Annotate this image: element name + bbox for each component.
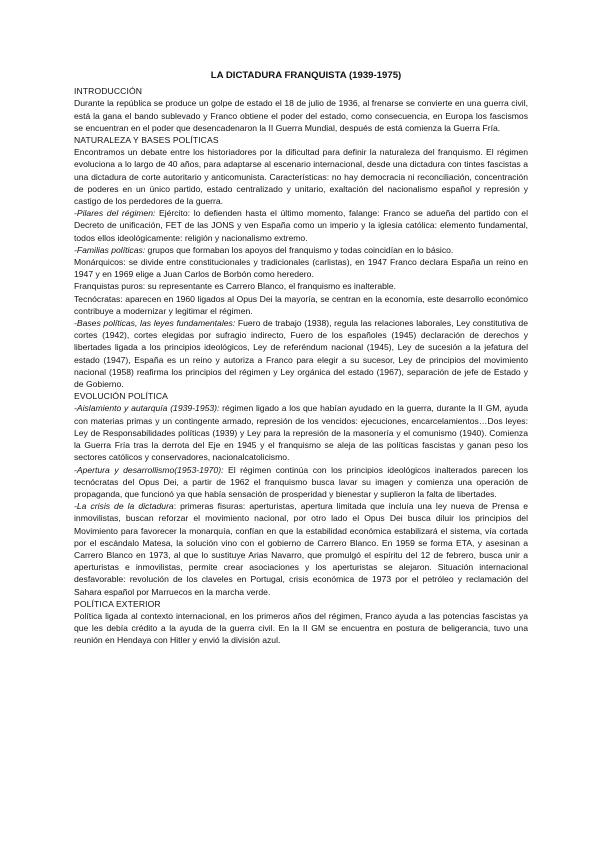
document-title: LA DICTADURA FRANQUISTA (1939-1975) — [210, 70, 402, 81]
paragraph-lead: -Aislamiento y autarquía (1939-1953): — [74, 403, 220, 414]
paragraph-bases — [74, 317, 528, 390]
paragraph: Encontramos un debate entre los historiadores por la dificultad para definir la naturaleza del franquismo. El régimen evoluciona a lo largo de 40 años, para adaptarse al escenario internacional, desde una dictadura con tintes fascistas a una dictadura de corte autoritario y anticomunista. Características: no hay democracia ni reconciliación, concentración de poderes en un único partido, estado centralizado y unitario, exaltación del nacionalismo español y represión y castigo de los perdedores de la guerra. — [74, 147, 528, 207]
paragraph-body: El régimen continúa con los principios ideológicos inalterados parecen los tecnócratas del Opus Dei, a partir de 1962 el franquismo busca lavar su imagen y comienza una operación de propaganda, que funcionó ya que había sensación de prosperidad y bienestar y suplieron la falta de libertades. — [74, 464, 528, 499]
paragraph: Política ligada al contexto internacional, en los primeros años del régimen, Franco ayuda a las potencias fascistas ya que les debía crédito a la ayuda de la guerra civil. En la II GM se encuentra en postura de beligerancia, tuvo una reunión en Hendaya con Hitler y envió la división azul. — [74, 610, 528, 646]
paragraph-apertura — [74, 464, 528, 501]
paragraph-lead: -Apertura y desarrollismo(1953-1970): — [74, 464, 224, 475]
section-introduccion — [74, 85, 528, 134]
section-politica-exterior — [74, 598, 528, 647]
paragraph: Durante la república se produce un golpe de estado el 18 de julio de 1936, al frenarse se convierte en una guerra civil, está la gana el bando sublevado y Franco obtiene el poder del estado, como consecuencia, en Europa los fascismos se encuentran en el poder que desencadenaron la II Guerra Mundial, después de está comienza la Guerra Fría. — [74, 98, 528, 133]
paragraph: Franquistas puros: su representante es Carrero Blanco, el franquismo es inalterable. — [74, 281, 396, 292]
paragraph-lead: -Bases políticas, las leyes fundamentales: — [74, 318, 236, 329]
paragraph: Monárquicos: se divide entre constitucionales y tradicionales (carlistas), en 1947 Franco declara España un reino en 1947 y en 1969 elige a Juan Carlos de Borbón como heredero. — [74, 257, 528, 280]
paragraph-body: : primeras fisuras: aperturistas, apertura limitada que incluía una ley nueva de Prensa e inmovilistas, buscan reforzar el movimiento nacional, por otro lado el Opus Dei busca diluir los principios del Movimiento para favorecer la monarquía, confían en que la estabilidad económica estabilizará el sistema, vía cortada por el escándalo Matesa, la solución vino con el gobierno de Carrero Blanco. En 1959 se forma ETA, y asesinan a Carrero Blanco en 1973, al que lo sustituye Arias Navarro, que promulgó el espíritu del 12 de febrero, busca unir a aperturistas e inmovilistas, permite crear asociaciones y los aperturistas se alejaron. Situación internacional desfavorable: revolución de los claveles en Portugal, crisis económica de 1973 por el petróleo y reclamación del Sahara español por Marruecos en la marcha verde. — [74, 501, 528, 597]
paragraph-body: Fuero de trabajo (1938), regula las relaciones laborales, Ley constitutiva de cortes (1942), cortes elegidas por sufragio indirecto, Fuero de los españoles (1945) declaración de derechos y libertades ligada a los principios ideológicos, Ley de referéndum nacional (1945), Ley de sucesión a la jefatura del estado (1947), España es un reino y autoriza a Franco para elegir a su sucesor, Ley de principios del movimiento nacional (1958) reafirma los principios del régimen y Ley orgánica del estado (1967), separación de jefe de Estado y de Gobierno. — [74, 318, 528, 390]
paragraph-body: Ejército: lo defienden hasta el último momento, falange: Franco se adueña del partido con el Decreto de unificación, FET de las JONS y ven España como un imperio y la iglesia católica: elemento fundamental, todos ellos ideológicamente: religión y nacionalismo extremo. — [74, 208, 528, 243]
paragraph-lead: -La crisis de la dictadura — [74, 501, 174, 512]
paragraph-lead: -Pilares del régimen: — [74, 208, 156, 219]
section-heading: INTRODUCCIÓN — [74, 86, 143, 97]
section-heading: POLÍTICA EXTERIOR — [74, 598, 161, 609]
paragraph-lead: -Familias políticas: — [74, 244, 146, 255]
paragraph-aislamiento — [74, 402, 528, 463]
section-heading: NATURALEZA Y BASES POLÍTICAS — [74, 135, 219, 146]
paragraph: Tecnócratas: aparecen en 1960 ligados al Opus Dei la mayoría, se centran en la economía, este desarrollo económico contribuye a modernizar y legitimar el régimen. — [74, 293, 528, 316]
paragraph-body: régimen ligado a los que habían ayudado en la guerra, durante la II GM, ayuda con materias primas y un contingente armado, represión de los vencidos: ejecuciones, encarcelamientos…Dos leyes: Ley de Responsabilidades políticas (1939) y Ley para la represión de la masonería y el comunismo (1940). Comienza la Guerra Fría tras la derrota del Eje en 1945 y el franquismo se aleja de las políticas fascistas y ganan peso los sectores católicos y conservadores, nacionalcatolicismo. — [74, 403, 528, 463]
paragraph-pilares — [74, 207, 528, 244]
paragraph-crisis — [74, 500, 528, 598]
section-naturaleza — [74, 134, 528, 390]
paragraph-familias — [74, 244, 528, 256]
section-heading: EVOLUCIÓN POLÍTICA — [74, 391, 168, 402]
section-evolucion — [74, 390, 528, 597]
paragraph-body: grupos que formaban los apoyos del franquismo y todas coincidían en lo básico. — [145, 244, 454, 255]
